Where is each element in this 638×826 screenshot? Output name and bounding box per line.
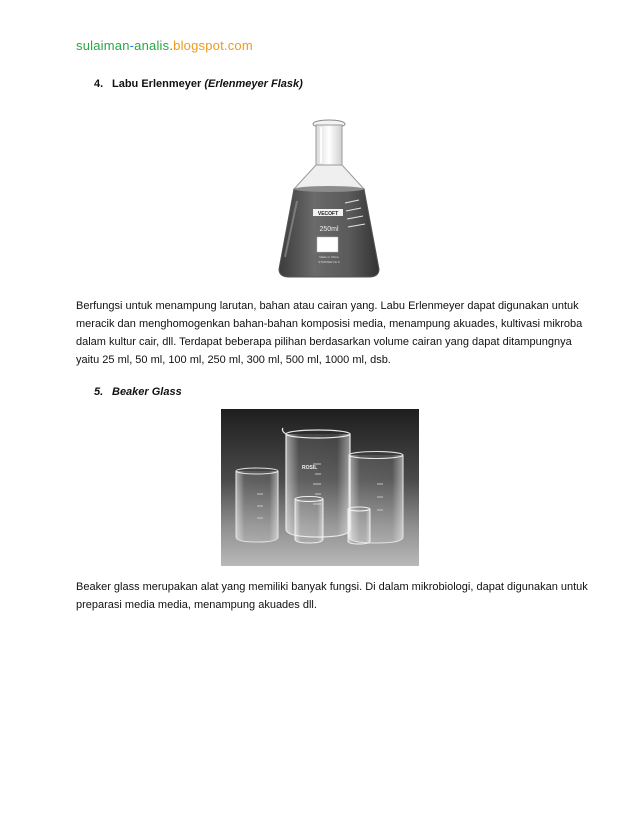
beaker-glass-image: [221, 409, 419, 566]
section-4-description: [76, 297, 583, 369]
description-line: yaitu 25 ml, 50 ml, 100 ml, 250 ml, 300 ml, 500 ml, 1000 ml, dsb.: [76, 354, 391, 366]
description-line: Beaker glass merupakan alat yang memiliki banyak fungsi. Di dalam mikrobiologi, dapat digunakan untuk: [76, 581, 588, 593]
header-dot: .: [169, 38, 174, 53]
flask-brand-label: VECOFT: [317, 211, 339, 217]
section-4-heading: [94, 78, 303, 90]
header-part-sulaiman: sulaiman: [76, 38, 130, 53]
section-5-number: 5.: [94, 386, 104, 398]
header-part-analis: analis: [134, 38, 170, 53]
section-5-heading: [94, 386, 182, 398]
description-line: dalam kultur cair, dll. Terdapat beberapa pilihan berdasarkan volume cairan yang dapat ditampungnya: [76, 336, 572, 348]
beaker-brand-label: ROSIL: [302, 465, 318, 471]
flask-volume-label: 250ml: [319, 226, 339, 233]
section-4-number: 4.: [94, 78, 104, 90]
flask-stopper-label: STOPPER No.6: [318, 260, 340, 264]
header-dash: -: [129, 38, 135, 53]
description-line: preparasi media media, menampung akuades dll.: [76, 599, 317, 611]
description-line: Berfungsi untuk menampung larutan, bahan atau cairan yang. Labu Erlenmeyer dapat digunakan untuk: [76, 300, 579, 312]
erlenmeyer-flask-image: [275, 117, 383, 285]
site-header[interactable]: [76, 38, 253, 53]
flask-made-label: Made in China: [319, 255, 339, 259]
description-line: meracik dan menghomogenkan bahan-bahan komposisi media, menampung akuades, kultivasi mikroba: [76, 318, 583, 330]
header-part-blogspot: blogspot.com: [173, 38, 253, 53]
section-5-title: Beaker Glass: [112, 386, 182, 398]
section-5-description: [76, 578, 588, 614]
section-4-title-italic: (Erlenmeyer Flask): [204, 78, 303, 90]
section-4-title: Labu Erlenmeyer: [112, 78, 202, 90]
